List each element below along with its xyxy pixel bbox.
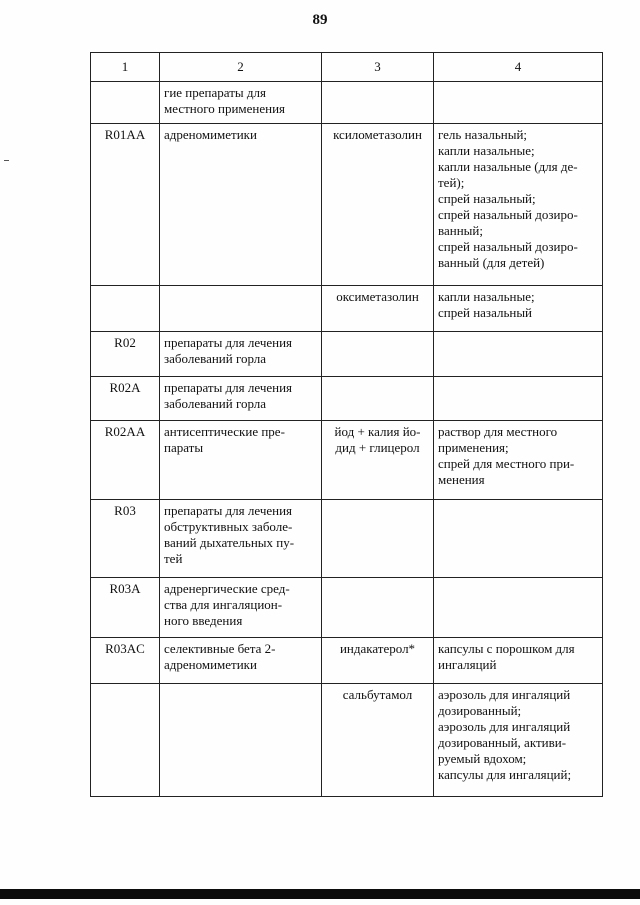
- page-number: 89: [312, 12, 328, 28]
- atc-code-cell: R03: [91, 500, 160, 578]
- group-line: препараты для лечения: [164, 503, 293, 518]
- substance-line: индакатерол*: [339, 641, 416, 656]
- group-line: препараты для лечения: [164, 335, 293, 350]
- dosage-forms-line: менения: [438, 472, 485, 487]
- dosage-forms-line: ингаляций: [438, 657, 497, 672]
- substance-cell: [322, 421, 434, 500]
- group-cell: [160, 286, 322, 332]
- group-line: ного введения: [164, 613, 243, 628]
- atc-code-cell: R03AC: [91, 638, 160, 684]
- substance-cell: [322, 124, 434, 286]
- drug-table: [90, 52, 603, 797]
- substance-cell: [322, 500, 434, 578]
- group-line: заболеваний горла: [164, 351, 267, 366]
- atc-code-cell: [91, 82, 160, 124]
- group-cell: [160, 124, 322, 286]
- header-col-1: 1: [91, 53, 160, 82]
- dosage-forms-line: аэрозоль для ингаляций: [438, 719, 571, 734]
- scan-bottom-bar: [0, 889, 640, 899]
- table-row: [91, 638, 603, 684]
- group-cell: [160, 421, 322, 500]
- header-col-4: 4: [434, 53, 603, 82]
- substance-line: йод + калия йо-: [334, 424, 421, 439]
- atc-code-cell: R02: [91, 332, 160, 377]
- group-line: параты: [164, 440, 204, 455]
- table-row: [91, 578, 603, 638]
- atc-code-cell: R03A: [91, 578, 160, 638]
- substance-line: ксилометазолин: [333, 127, 422, 142]
- margin-mark: [4, 160, 9, 161]
- substance-cell: [322, 684, 434, 797]
- dosage-forms-line: руемый вдохом;: [438, 751, 527, 766]
- substance-line: дид + глицерол: [335, 440, 420, 455]
- substance-cell: [322, 82, 434, 124]
- group-cell: [160, 500, 322, 578]
- atc-code-cell: R02A: [91, 377, 160, 421]
- table-header-row: [91, 53, 603, 82]
- dosage-forms-cell: [434, 124, 603, 286]
- group-line: гие препараты для: [164, 85, 266, 100]
- table-body: [91, 82, 603, 797]
- group-line: адреномиметики: [164, 127, 257, 142]
- table-row: [91, 421, 603, 500]
- dosage-forms-line: спрей назальный;: [438, 191, 536, 206]
- dosage-forms-cell: [434, 377, 603, 421]
- table-row: [91, 332, 603, 377]
- group-line: ваний дыхательных пу-: [164, 535, 295, 550]
- group-line: антисептические пре-: [164, 424, 285, 439]
- group-line: препараты для лечения: [164, 380, 293, 395]
- dosage-forms-line: гель назальный;: [438, 127, 528, 142]
- table-row: [91, 684, 603, 797]
- group-cell: [160, 377, 322, 421]
- atc-code-cell: R02AA: [91, 421, 160, 500]
- dosage-forms-cell: [434, 332, 603, 377]
- substance-line: сальбутамол: [342, 687, 413, 702]
- substance-cell: [322, 332, 434, 377]
- substance-cell: [322, 578, 434, 638]
- group-line: ства для ингаляцион-: [164, 597, 283, 612]
- dosage-forms-cell: [434, 684, 603, 797]
- group-cell: [160, 684, 322, 797]
- dosage-forms-line: капли назальные;: [438, 143, 535, 158]
- dosage-forms-cell: [434, 500, 603, 578]
- dosage-forms-line: аэрозоль для ингаляций: [438, 687, 571, 702]
- group-line: адренергические сред-: [164, 581, 290, 596]
- header-col-2: 2: [160, 53, 322, 82]
- atc-code-cell: R01AA: [91, 124, 160, 286]
- table-row: [91, 286, 603, 332]
- dosage-forms-line: ванный (для детей): [438, 255, 545, 270]
- substance-line: оксиметазолин: [336, 289, 419, 304]
- dosage-forms-cell: [434, 286, 603, 332]
- dosage-forms-line: капли назальные;: [438, 289, 535, 304]
- group-line: местного применения: [164, 101, 286, 116]
- group-line: тей: [164, 551, 183, 566]
- dosage-forms-line: спрей назальный дозиро-: [438, 207, 578, 222]
- dosage-forms-line: раствор для местного: [438, 424, 558, 439]
- dosage-forms-line: дозированный;: [438, 703, 522, 718]
- dosage-forms-cell: [434, 82, 603, 124]
- atc-code-cell: [91, 684, 160, 797]
- dosage-forms-cell: [434, 421, 603, 500]
- group-cell: [160, 82, 322, 124]
- table-row: [91, 124, 603, 286]
- dosage-forms-line: тей);: [438, 175, 465, 190]
- substance-cell: [322, 638, 434, 684]
- dosage-forms-line: капсулы для ингаляций;: [438, 767, 572, 782]
- group-line: адреномиметики: [164, 657, 257, 672]
- group-cell: [160, 578, 322, 638]
- group-cell: [160, 332, 322, 377]
- dosage-forms-line: ванный;: [438, 223, 483, 238]
- table-row: [91, 377, 603, 421]
- substance-cell: [322, 286, 434, 332]
- dosage-forms-cell: [434, 638, 603, 684]
- header-col-3: 3: [322, 53, 434, 82]
- group-line: заболеваний горла: [164, 396, 267, 411]
- dosage-forms-line: спрей назальный: [438, 305, 533, 320]
- substance-cell: [322, 377, 434, 421]
- group-line: селективные бета 2-: [164, 641, 276, 656]
- table-row: [91, 82, 603, 124]
- dosage-forms-line: спрей назальный дозиро-: [438, 239, 578, 254]
- dosage-forms-line: капсулы с порошком для: [438, 641, 575, 656]
- atc-code-cell: [91, 286, 160, 332]
- table-row: [91, 500, 603, 578]
- group-cell: [160, 638, 322, 684]
- dosage-forms-line: капли назальные (для де-: [438, 159, 578, 174]
- dosage-forms-line: спрей для местного при-: [438, 456, 575, 471]
- dosage-forms-cell: [434, 578, 603, 638]
- group-line: обструктивных заболе-: [164, 519, 293, 534]
- dosage-forms-line: дозированный, активи-: [438, 735, 567, 750]
- dosage-forms-line: применения;: [438, 440, 509, 455]
